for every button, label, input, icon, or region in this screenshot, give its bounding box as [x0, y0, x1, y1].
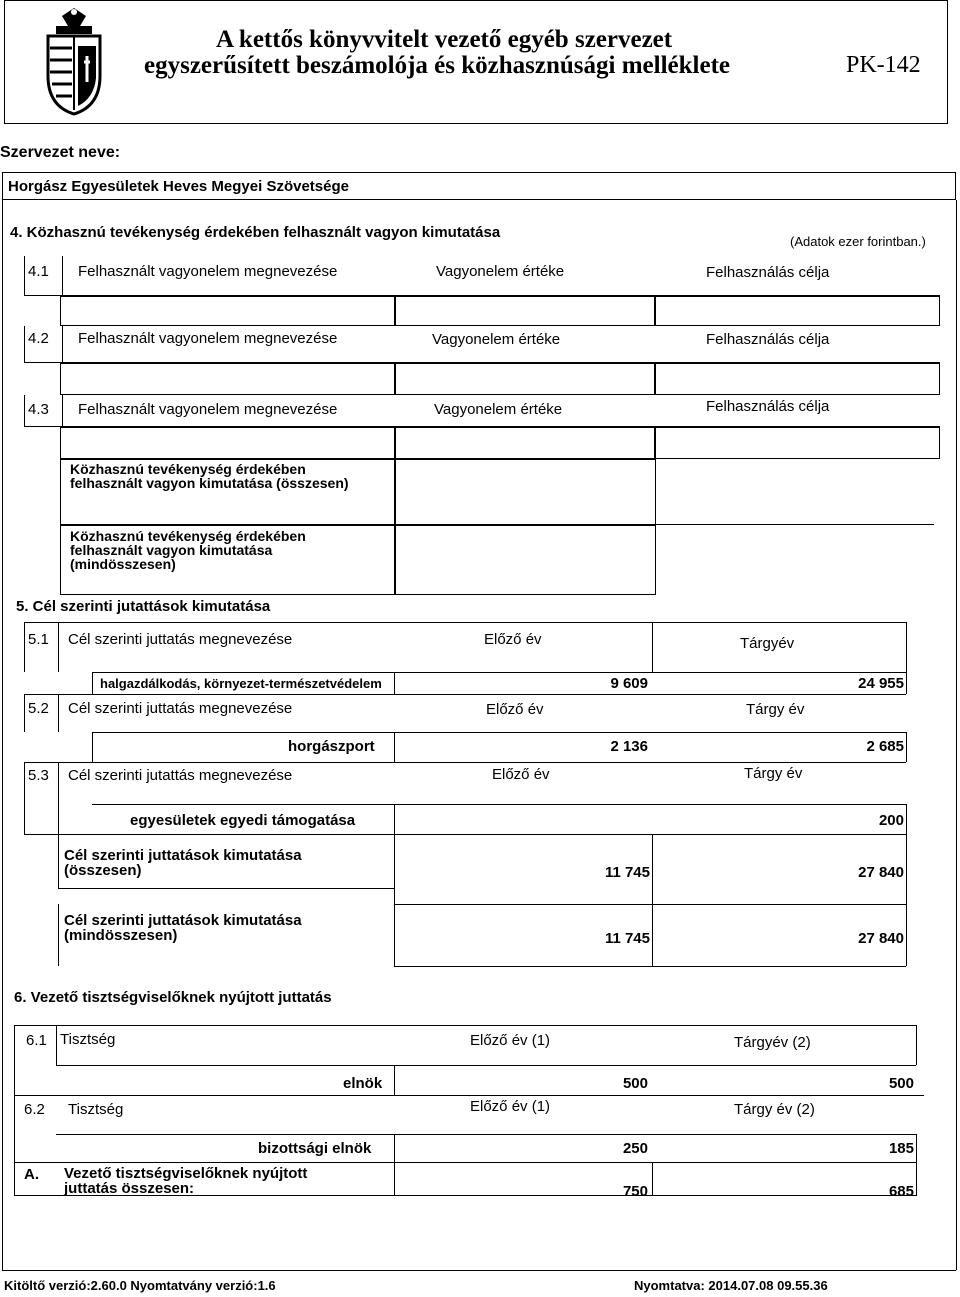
row-4-2-value-amount[interactable] — [394, 363, 656, 395]
section6-total-curr: 685 — [888, 1183, 914, 1200]
row-4-2-value-name[interactable] — [60, 363, 396, 395]
row-5-2-num: 5.2 — [28, 700, 49, 717]
row-5-1-num: 5.1 — [28, 631, 49, 648]
section6-total-prev: 750 — [622, 1183, 648, 1200]
row-6-1-col2: Előző év (1) — [470, 1032, 551, 1049]
row-4-1-value-name[interactable] — [60, 296, 396, 326]
row-4-3-value-amount[interactable] — [394, 427, 656, 459]
row-5-2-curr: 2 685 — [866, 738, 904, 755]
section5-title: 5. Cél szerinti jutattások kimutatása — [16, 598, 271, 615]
row-4-2-col2: Vagyonelem értéke — [432, 331, 561, 348]
form-title-line2: egyszerűsített beszámolója és közhasznúsági melléklete — [144, 52, 730, 79]
row-5-1-name: halgazdálkodás, környezet-természetvédelem — [100, 676, 382, 691]
section6-total-num: A. — [24, 1166, 39, 1183]
row-6-2-col1: Tisztség — [68, 1101, 124, 1118]
row-6-1-prev: 500 — [622, 1075, 648, 1092]
row-5-1-col1: Cél szerinti juttatás megnevezése — [68, 631, 293, 648]
row-5-2-col1: Cél szerinti juttatás megnevezése — [68, 700, 293, 717]
row-4-1-col2: Vagyonelem értéke — [436, 263, 565, 280]
row-6-1-col1: Tisztség — [60, 1031, 116, 1048]
footer-printed: Nyomtatva: 2014.07.08 09.55.36 — [634, 1278, 828, 1293]
section4-unit-note: (Adatok ezer forintban.) — [790, 234, 926, 249]
form-title-line1: A kettős könyvvitelt vezető egyéb szervezet — [216, 26, 673, 53]
row-4-3-col3: Felhasználás célja — [706, 398, 830, 415]
row-6-2-prev: 250 — [622, 1140, 648, 1157]
row-4-3-value-purpose[interactable] — [654, 427, 940, 459]
section6-title: 6. Vezető tisztségviselőknek nyújtott juttatás — [14, 989, 332, 1006]
row-4-1-value-purpose[interactable] — [654, 296, 940, 326]
row-6-1-col3: Tárgyév (2) — [734, 1034, 811, 1051]
section4-total-amount[interactable] — [394, 459, 656, 525]
row-6-2-name: bizottsági elnök — [258, 1140, 372, 1157]
row-5-2-prev: 2 136 — [610, 738, 648, 755]
section6-total-label: Vezető tisztségviselőknek nyújtott juttatás összesen: — [64, 1165, 308, 1197]
row-5-2-name: horgászport — [288, 738, 375, 755]
section4-title: 4. Közhasznú tevékenység érdekében felhasznált vagyon kimutatása — [10, 224, 501, 241]
footer-version: Kitöltő verzió:2.60.0 Nyomtatvány verzió:1.6 — [4, 1278, 276, 1293]
section4-total-label: Közhasznú tevékenység érdekében felhasznált vagyon kimutatása (összesen) — [70, 461, 349, 491]
section5-grand-total-prev: 11 745 — [604, 930, 650, 947]
row-5-1-prev: 9 609 — [610, 675, 648, 692]
row-6-2-col2: Előző év (1) — [470, 1098, 551, 1115]
row-6-1-name: elnök — [343, 1075, 383, 1092]
row-4-3-col2: Vagyonelem értéke — [434, 401, 563, 418]
form-code: PK-142 — [846, 52, 921, 78]
section5-grand-total-curr: 27 840 — [858, 930, 904, 947]
row-5-2-col3: Tárgy év — [746, 701, 805, 718]
row-4-1-col1: Felhasznált vagyonelem megnevezése — [78, 263, 338, 280]
row-6-2-col3: Tárgy év (2) — [734, 1101, 815, 1118]
row-4-2-value-purpose[interactable] — [654, 363, 940, 395]
row-4-1-num: 4.1 — [28, 263, 49, 280]
row-4-2-num: 4.2 — [28, 330, 49, 347]
section5-total-label: Cél szerinti juttatások kimutatása (összesen) — [64, 847, 302, 879]
row-4-1-value-amount[interactable] — [394, 296, 656, 326]
row-6-1-curr: 500 — [888, 1075, 914, 1092]
org-label: Szervezet neve: — [0, 144, 121, 161]
row-5-3-col1: Cél szerinti jutattás megnevezése — [68, 767, 293, 784]
section4-grand-total-amount[interactable] — [394, 525, 656, 595]
section4-grand-total-label: Közhasznú tevékenység érdekében felhasznált vagyon kimutatása (mindösszesen) — [70, 528, 306, 572]
section5-grand-total-label: Cél szerinti juttatások kimutatása (mindösszesen) — [64, 912, 302, 944]
row-5-3-col2: Előző év — [492, 766, 550, 783]
org-name: Horgász Egyesületek Heves Megyei Szövetsége — [8, 178, 349, 195]
row-4-1-col3: Felhasználás célja — [706, 264, 830, 281]
row-4-3-col1: Felhasznált vagyonelem megnevezése — [78, 401, 338, 418]
row-4-3-num: 4.3 — [28, 401, 49, 418]
row-5-1-col2: Előző év — [484, 631, 542, 648]
coat-of-arms-icon — [34, 6, 114, 118]
section5-total-curr: 27 840 — [858, 864, 904, 881]
section5-total-prev: 11 745 — [604, 864, 650, 881]
row-4-2-col1: Felhasznált vagyonelem megnevezése — [78, 330, 338, 347]
row-5-2-col2: Előző év — [486, 701, 544, 718]
row-5-3-curr: 200 — [878, 812, 904, 829]
row-4-2-col3: Felhasználás célja — [706, 331, 830, 348]
row-6-2-num: 6.2 — [24, 1101, 45, 1118]
row-5-3-name: egyesületek egyedi támogatása — [130, 812, 356, 829]
row-5-3-num: 5.3 — [28, 767, 49, 784]
row-5-3-col3: Tárgy év — [744, 765, 803, 782]
row-6-2-curr: 185 — [888, 1140, 914, 1157]
row-4-3-value-name[interactable] — [60, 427, 396, 459]
row-5-1-curr: 24 955 — [858, 675, 904, 692]
row-5-1-col3: Tárgyév — [740, 635, 795, 652]
row-6-1-num: 6.1 — [26, 1032, 47, 1049]
